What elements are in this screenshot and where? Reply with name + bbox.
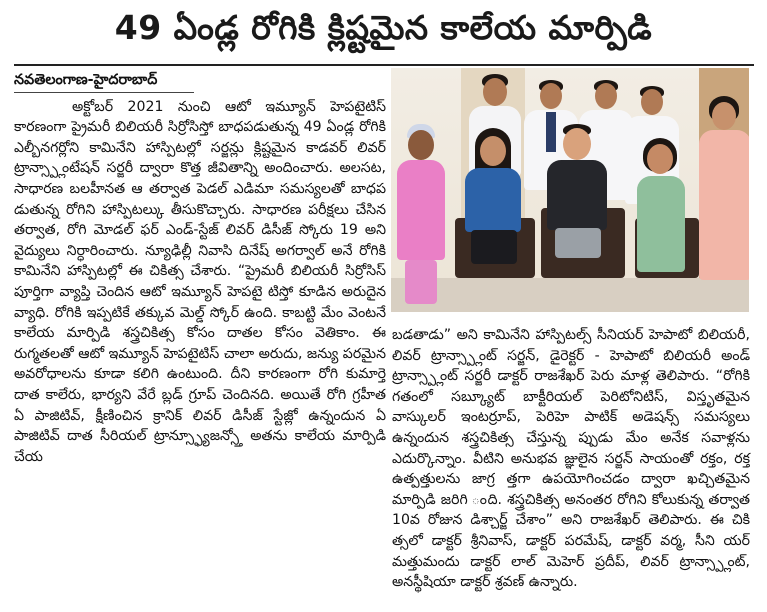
headline-rule (14, 64, 754, 66)
article-paragraph: బడతాడు” అని కామినేని హాస్పిటల్స్ సీనియర్ హెపాటో బిలియరీ, లివర్ ట్రాన్స్ప్లాంట్ సర్జన్, డైరెక్టర్ - హెపాటో బిలియరీ అండ్ ట్రాన్స్ప్లాంట్ సర్జరీ డాక్టర్ రాజశేఖర్ పెరు మాళ్ల తెలిపారు. “రోగికి గతంలో సబ్క్యూట్ బాక్టీరియల్ పెరిటోనిటిస్, విస్తృతమైన వాస్కులర్ ఇంటర్రూప్, పెరిహె పాటిక్ అడెషన్స్ సమస్యలు ఉన్నందున శస్త్రచికిత్స చేస్తున్న ప్పుడు మేం అనేక సవాళ్లను ఎదుర్కొన్నాం. వీటిని అనుభవ జ్ఞులైన సర్జన్ సాయంతో రక్తం, రక్త ఉత్పత్తులను జాగ్ర త్తగా ఉపయోగించడం ద్వారా ఖచ్చితమైన మార్పిడి జరిగి ంది. శస్త్రచికిత్స అనంతర రోగిని కోలుకున్న తర్వాత 10వ రోజున డిశ్చార్జ్ చేశాం” అని రాజశేఖర్ తెలిపారు. ఈ చికి త్సలో డాక్టర్ శ్రీనివాస్, డాక్టర్ పరమేష్, డాక్టర్ వర్మ, సీని యర్ మత్తుమందు డాక్టర్ లాల్ మెహెర్ ప్రదీప్, లివర్ ట్రాన్స్ప్లాంట్, అనస్థీషియా డాక్టర్ శ్రవణ్ ఉన్నారు. (392, 327, 750, 591)
photo-floor (391, 278, 749, 312)
right-column (392, 325, 750, 593)
left-column (14, 70, 386, 467)
headline: 49 ఏండ్ల రోగికి క్లిష్టమైన కాలేయ మార్పిడి (114, 7, 653, 47)
group-photo (391, 68, 749, 312)
dateline: నవతెలంగాణ-హైదరాబాద్ (14, 72, 158, 88)
article-paragraph: అక్టోబర్ 2021 నుంచి ఆటో ఇమ్యూన్ హెపటైటిస్ కారణంగా ప్రైమరీ బిలియరీ సిర్రోసిస్తో బాధపడుతున్న 49 ఏండ్ల రోగికి ఎల్బీనగర్లోని కామినేని హాస్పిటల్లో సర్జన్లు క్లిష్టమైన కాడవర్ లివర్ ట్రాన్స్ప్లాంటేషన్ సర్జరీ ద్వారా కొత్త జీవితాన్ని అందించారు. అలసట, సాధారణ బలహీనత ఆ తర్వాత పెడల్ ఎడిమా సమస్యలతో బాధప డుతున్న రోగిని హాస్పిటల్కు తీసుకొచ్చారు. సాధారణ పరీక్షలు చేసిన తర్వాత, రోగి మోడల్ ఫర్ ఎండ్-స్టేజ్ లివర్ డిసీజ్ స్కోరు 19 అని వైద్యులు నిర్ధారించారు. న్యూఢిల్లీ నివాసి దినేష్ అగర్వాల్ అనే రోగికి కామినేని హాస్పిటల్లో ఈ చికిత్స చేశారు. “ప్రైమరీ బిలియరీ సిర్రోసిస్ పూర్తిగా వ్యాప్తి చెందిన ఆటో ఇమ్యూన్ హెపటై టిస్తో కూడిన అరుదైన వ్యాధి. రోగికి ఇప్పటికే తక్కువ మెల్డ్ స్కోర్ ఉంది. కాబట్టి మేం వెంటనే కాలేయ మార్పిడి శస్త్రచికిత్స కోసం దాతల కోసం వెతికాం. ఈ రుగ్మతలతో ఆటో ఇమ్యూన్ హెపటైటిస్ చాలా అరుదు, జన్యు పరమైన అవరోధాలను కూడా కలిగి ఉంటుంది. దీని కారణంగా రోగి కుమార్తె దాత కాలేరు, భార్యని వేరే బ్లడ్ గ్రూప్ చెందినది. అయితే రోగి గ్రహీత ఏ పాజిటివ్, క్షీణించిన క్రానిక్ లివర్ డిసీజ్ స్టేజ్లో ఉన్నందున ఏ పాజిటివ్ దాత సీరియల్ ట్రాన్స్ఫ్యూజన్స్తో అతను కాలేయ మార్పిడి చేయ (14, 98, 386, 465)
dateline-underline (14, 92, 194, 93)
